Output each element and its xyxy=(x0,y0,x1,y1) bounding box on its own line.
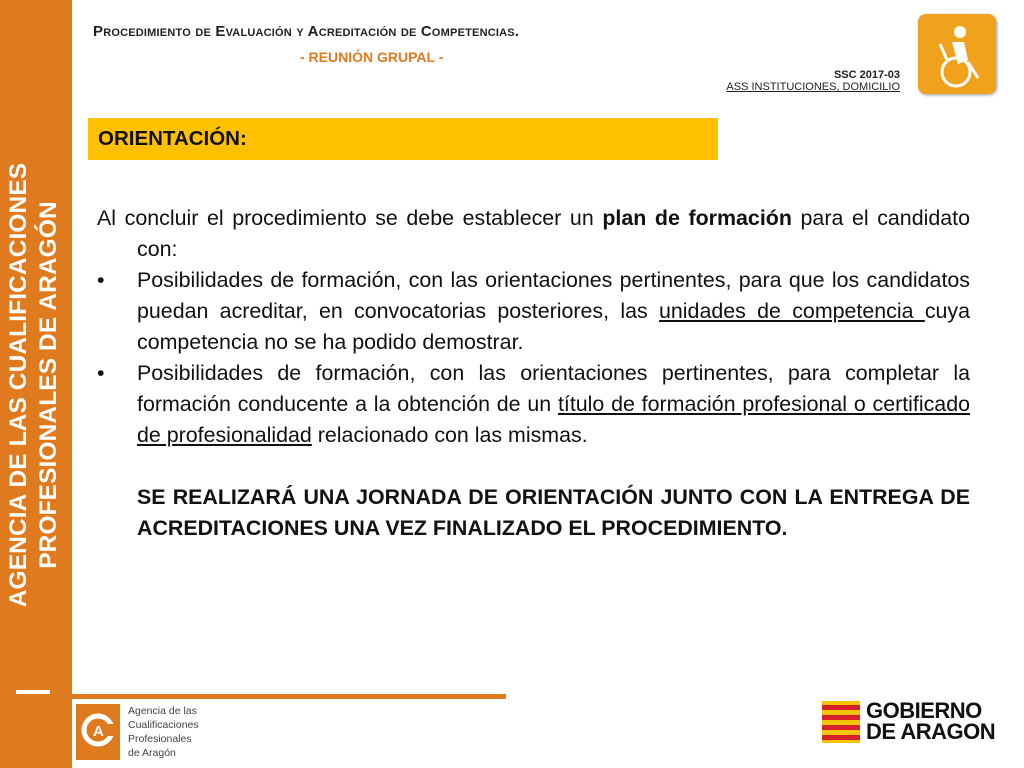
agency-logo-icon xyxy=(76,704,120,760)
sidebar-line-1: AGENCIA DE LAS CUALIFICACIONES xyxy=(5,162,32,608)
item1-text: Posibilidades de formación, con las orientaciones pertinentes, para que los candidatos puedan acreditar, en convocatorias posteriores, las xyxy=(137,268,970,323)
course-code-value: SSC 2017-03 xyxy=(833,69,900,81)
aragon-flag-icon xyxy=(822,701,860,743)
sidebar-line-2: PROFESIONALES DE ARAGÓN xyxy=(35,201,62,569)
intro-text: Al concluir el procedimiento se debe establecer un xyxy=(97,206,603,230)
course-institution: ASS INSTITUCIONES, DOMICILIO xyxy=(726,81,900,93)
intro-paragraph xyxy=(97,203,970,265)
agency-line: Agencia de las xyxy=(128,705,197,717)
main-content xyxy=(97,203,970,544)
closing-statement: SE REALIZARÁ UNA JORNADA DE ORIENTACIÓN JUNTO CON LA ENTREGA DE ACREDITACIONES UNA VEZ FINALIZADO EL PROCEDIMIENTO. xyxy=(137,485,970,540)
item2-text-end: relacionado con las mismas. xyxy=(311,423,588,447)
sidebar-agency-name xyxy=(4,105,70,665)
page-header-subtitle: - REUNIÓN GRUPAL - xyxy=(300,49,444,65)
item2-underlined: título de formación profesional o certificado de profesionalidad xyxy=(137,392,970,447)
list-item xyxy=(97,265,970,358)
agency-line: Cualificaciones xyxy=(128,719,199,731)
gobierno-line-2: DE ARAGON xyxy=(866,719,996,744)
wheelchair-logo-icon xyxy=(918,14,996,94)
footer-divider-line xyxy=(72,694,506,699)
agency-line: Profesionales xyxy=(128,733,192,745)
section-banner xyxy=(88,118,718,160)
intro-text-end: para el candidato con: xyxy=(137,206,970,261)
sidebar-divider xyxy=(16,690,50,694)
section-title: ORIENTACIÓN: xyxy=(98,127,247,150)
sidebar xyxy=(0,0,72,768)
bullet-icon: • xyxy=(97,268,105,292)
intro-bold-text: plan de formación xyxy=(602,206,792,230)
page-header-title: Procedimiento de Evaluación y Acreditación de Competencias. xyxy=(93,23,520,40)
agency-name xyxy=(128,704,199,760)
agency-line: de Aragón xyxy=(128,747,176,759)
course-code xyxy=(726,69,900,93)
item2-text: Posibilidades de formación, con las orientaciones pertinentes, para completar la formación conducente a la obtención de un xyxy=(137,361,970,416)
item1-underlined: unidades de competencia xyxy=(659,299,925,323)
svg-text:A: A xyxy=(93,723,104,740)
item1-text-end: cuya competencia no se ha podido demostrar. xyxy=(137,299,970,354)
list-item xyxy=(97,358,970,451)
gobierno-logo xyxy=(866,700,995,742)
bullet-icon: • xyxy=(97,361,105,385)
gobierno-line-1: GOBIERNO xyxy=(866,698,982,723)
